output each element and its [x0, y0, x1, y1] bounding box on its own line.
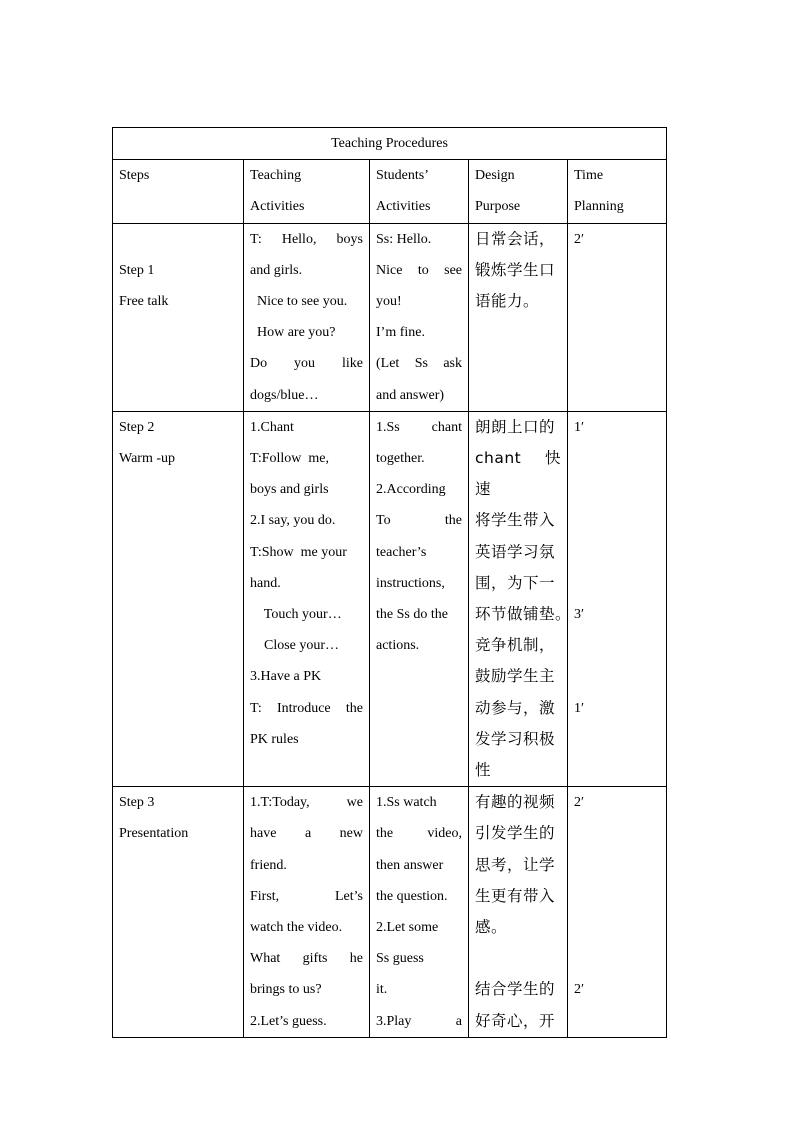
step-cell [113, 223, 244, 411]
text-line: 竞争机制， [475, 636, 556, 655]
text-line: What gifts he [250, 951, 363, 967]
time-value: 2′ [574, 231, 585, 247]
text-line: 围，为下一 [475, 573, 556, 592]
table-row-step-2 [113, 411, 667, 786]
text-line: friend. [250, 857, 287, 873]
text-line: then answer [376, 857, 444, 873]
text-line: 有趣的视频 [475, 793, 556, 812]
text-line: Nice to see [376, 262, 462, 278]
spacer [574, 630, 660, 661]
time-value: 2′ [574, 982, 585, 998]
text-line: you! [376, 294, 402, 310]
text-line: it. [376, 982, 388, 998]
time-planning-cell [568, 223, 667, 411]
header-students-activities [370, 160, 469, 223]
step-number: Step 3 [119, 795, 155, 811]
text-line: 1.T:Today, we [250, 795, 363, 811]
time-value: 1′ [574, 419, 585, 435]
text-line: Do you like [250, 356, 363, 372]
header-design-line-2: Purpose [475, 199, 521, 215]
header-teaching-activities [244, 160, 370, 223]
table-row-step-3 [113, 787, 667, 1038]
text-line: PK rules [250, 731, 299, 747]
text-line: 引发学生的 [475, 824, 556, 843]
teaching-procedures-sheet [112, 127, 666, 1038]
spacer [574, 505, 660, 536]
design-purpose-cell [469, 787, 568, 1038]
time-planning-cell [568, 411, 667, 786]
spacer [119, 224, 237, 255]
text-line: 语能力。 [475, 292, 540, 311]
spacer [574, 443, 660, 474]
text-line: T:Follow me, [250, 451, 330, 467]
header-teaching-line-2: Activities [250, 199, 305, 215]
time-value: 3′ [574, 606, 585, 622]
text-line: the video, [376, 826, 462, 842]
teaching-activities-cell [244, 223, 370, 411]
text-line: 朗朗上口的 [475, 417, 556, 436]
text-line: Ss guess [376, 951, 424, 967]
text-line: 将学生带入 [475, 511, 556, 530]
header-design-purpose [469, 160, 568, 223]
step-name: Free talk [119, 294, 169, 309]
spacer [475, 943, 561, 974]
time-value: 1′ [574, 700, 585, 716]
header-students-line-1: Students’ [376, 168, 429, 184]
text-line: I’m fine. [376, 325, 425, 341]
text-line: 2.Let some [376, 920, 439, 936]
teaching-procedures-table [112, 127, 667, 1038]
header-time-planning [568, 160, 667, 223]
text-line: T:Show me your [250, 544, 347, 560]
text-line: instructions, [376, 575, 445, 591]
text-line: T: Hello, boys [250, 231, 363, 247]
text-line: 英语学习氛 [475, 542, 556, 561]
text-line: 好奇心，开 [475, 1011, 556, 1030]
text-line: 2.According [376, 482, 446, 498]
spacer [574, 568, 660, 599]
text-line: 结合学生的 [475, 980, 556, 999]
text-line: teacher’s [376, 544, 427, 560]
step-cell [113, 787, 244, 1038]
spacer [574, 818, 660, 849]
table-title: Teaching Procedures [113, 128, 667, 160]
text-line: 发学习积极 [475, 729, 556, 748]
text-line: 鼓励学生主 [475, 667, 556, 686]
text-line: hand. [250, 575, 281, 591]
text-line: 环节做铺垫。 [475, 605, 572, 624]
text-line: have a new [250, 826, 363, 842]
time-value: 2′ [574, 795, 585, 811]
table-title-row [113, 128, 667, 160]
header-teaching-line-1: Teaching [250, 168, 302, 184]
text-line: 2.I say, you do. [250, 513, 336, 529]
table-row-step-1 [113, 223, 667, 411]
spacer [574, 850, 660, 881]
text-line: Close your… [250, 638, 340, 654]
text-line: 感。 [475, 918, 508, 937]
text-line: 性 [475, 761, 492, 780]
header-design-line-1: Design [475, 168, 515, 184]
teaching-activities-cell [244, 411, 370, 786]
text-line: First, Let’s [250, 888, 363, 904]
design-purpose-cell [469, 411, 572, 786]
text-line: together. [376, 451, 425, 467]
spacer [574, 537, 660, 568]
students-activities-cell [370, 411, 469, 786]
text-line: actions. [376, 638, 420, 654]
text-line: boys and girls [250, 482, 329, 498]
text-line: and answer) [376, 387, 445, 403]
header-steps [113, 160, 244, 223]
text-line: and girls. [250, 262, 303, 278]
students-activities-cell [370, 223, 469, 411]
step-number: Step 2 [119, 419, 155, 435]
step-cell [113, 411, 244, 786]
step-number: Step 1 [119, 262, 155, 278]
text-line: Ss: Hello. [376, 231, 432, 247]
text-line: dogs/blue… [250, 387, 319, 403]
text-line: To the [376, 513, 462, 529]
text-line: 日常会话， [475, 229, 556, 248]
text-line: (Let Ss ask [376, 356, 462, 372]
text-line: 3.Have a PK [250, 669, 322, 685]
text-line: Nice to see you. [250, 294, 348, 310]
text-line: the Ss do the [376, 607, 448, 623]
step-name: Warm -up [119, 451, 176, 467]
text-line: chant 快 速 [475, 449, 561, 499]
text-line: How are you? [250, 325, 336, 341]
spacer [574, 912, 660, 943]
spacer [574, 881, 660, 912]
header-time-line-2: Planning [574, 199, 624, 215]
spacer [574, 474, 660, 505]
spacer [574, 943, 660, 974]
teaching-activities-cell [244, 787, 370, 1038]
header-row [113, 160, 667, 223]
text-line: 生更有带入 [475, 886, 556, 905]
students-activities-cell [370, 787, 469, 1038]
text-line: 3.Play a [376, 1013, 462, 1029]
text-line: T: Introduce the [250, 700, 363, 716]
spacer [574, 661, 660, 692]
text-line: 锻炼学生口 [475, 260, 556, 279]
header-steps-label: Steps [119, 168, 150, 184]
header-students-line-2: Activities [376, 199, 431, 215]
step-name: Presentation [119, 826, 189, 842]
text-line: the question. [376, 888, 448, 904]
text-line: watch the video. [250, 920, 343, 936]
text-line: 思考，让学 [475, 855, 556, 874]
text-line: Touch your… [250, 607, 342, 623]
time-planning-cell [568, 787, 667, 1038]
design-purpose-cell [469, 223, 568, 411]
header-time-line-1: Time [574, 168, 604, 184]
text-line: 2.Let’s guess. [250, 1013, 327, 1029]
text-line: 动参与，激 [475, 698, 556, 717]
text-line: brings to us? [250, 982, 322, 998]
text-line: 1.Chant [250, 419, 294, 435]
text-line: 1.Ss watch [376, 795, 437, 811]
text-line: 1.Ss chant [376, 419, 462, 435]
